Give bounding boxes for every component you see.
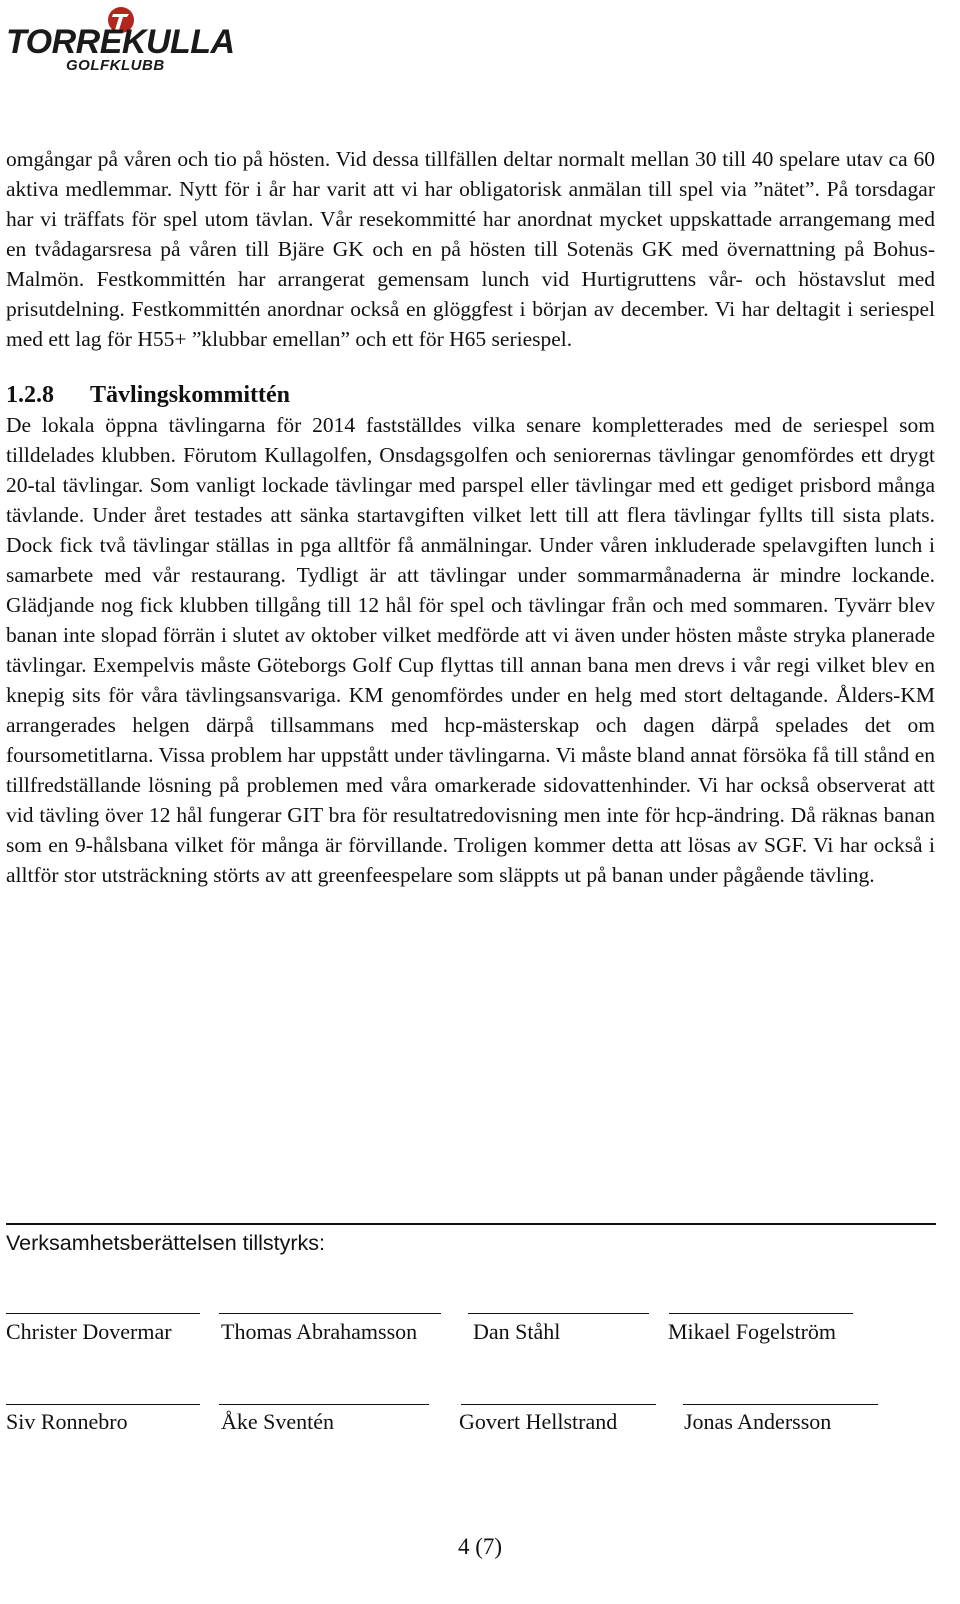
logo-subtitle: GOLFKLUBB xyxy=(66,57,165,74)
page-number: 4 (7) xyxy=(457,1534,503,1559)
endorsement-label: Verksamhetsberättelsen tillstyrks: xyxy=(6,1231,326,1255)
section-number: 1.2.8 xyxy=(6,382,54,408)
signatory-name: Jonas Andersson xyxy=(684,1409,832,1434)
section-title: Tävlingskommittén xyxy=(90,382,291,408)
signatory-name: Åke Sventén xyxy=(221,1409,335,1434)
signatory-name: Christer Dovermar xyxy=(6,1319,172,1344)
signatory-name: Siv Ronnebro xyxy=(6,1409,128,1434)
signature-line xyxy=(6,1404,200,1405)
signature-line xyxy=(669,1313,853,1314)
signatory-name: Govert Hellstrand xyxy=(459,1409,618,1434)
section-divider xyxy=(6,1223,936,1225)
document-body xyxy=(6,144,935,890)
signatory-name: Mikael Fogelström xyxy=(668,1319,837,1344)
signature-line xyxy=(461,1404,656,1405)
signatory-name: Thomas Abrahamsson xyxy=(221,1319,418,1344)
section-heading xyxy=(6,380,935,410)
signature-line xyxy=(683,1404,878,1405)
signature-line xyxy=(468,1313,649,1314)
signatory-name: Dan Ståhl xyxy=(473,1319,561,1344)
signature-line xyxy=(219,1313,441,1314)
paragraph-activities: omgångar på våren och tio på hösten. Vid dessa tillfällen deltar normalt mellan 30 till 40 spelare utav ca 60 aktiva medlemmar. Nytt för i år har varit att vi har obligatorisk anmälan till spel via ”nätet”. På torsdagar har vi träffats för spel utom tävlan. Vår resekommitté har anordnat mycket uppskattade arrangemang med en tvådagarsresa på våren till Bjäre GK och en på hösten till Sotenäs GK med övernattning på Bohus-Malmön. Festkommittén har arrangerat gemensam lunch vid Hurtigruttens vår- och höstavslut med prisutdelning. Festkommittén anordnar också en glöggfest i början av december. Vi har deltagit i seriespel med ett lag för H55+ ”klubbar emellan” och ett för H65 seriespel. xyxy=(6,147,935,351)
signature-line xyxy=(219,1404,429,1405)
logo-name: TORREKULLA xyxy=(6,23,235,61)
club-logo xyxy=(2,4,238,74)
signature-line xyxy=(6,1313,200,1314)
paragraph-competitions: De lokala öppna tävlingarna för 2014 fastställdes vilka senare kompletterades med de seriespel som tilldelades klubben. Förutom Kullagolfen, Onsdagsgolfen och seniorernas tävlingar genomfördes ett drygt 20-tal tävlingar. Som vanligt lockade tävlingar med parspel eller tävlingar med ett gediget prisbord många tävlande. Under året testades att sänka startavgiften vilket lett till att flera tävlingar fyllts till sista plats. Dock fick två tävlingar ställas in pga alltför få anmälningar. Under våren inkluderade spelavgiften lunch i samarbete med vår restaurang. Tydligt är att tävlingar under sommarmånaderna är mindre lockande. Glädjande nog fick klubben tillgång till 12 hål för spel och tävlingar från och med sommaren. Tyvärr blev banan inte slopad förrän i slutet av oktober vilket medförde att vi även under hösten måste stryka planerade tävlingar. Exempelvis måste Göteborgs Golf Cup flyttas till annan bana men drevs i vår regi vilket blev en knepig sits för våra tävlingsansvariga. KM genomfördes under en helg med stort deltagande. Ålders-KM arrangerades helgen därpå tillsammans med hcp-mästerskap och dagen därpå spelades det om foursometitlarna. Vissa problem har uppstått under tävlingarna. Vi måste bland annat försöka få till stånd en tillfredställande lösning på problemen med våra omarkerade sidovattenhinder. Vi har också observerat att vid tävling över 12 hål fungerar GIT bra för resultatredovisning men inte för hcp-ändring. Då räknas banan som en 9-hålsbana vilket för många är förvillande. Troligen kommer detta att lösas av SGF. Vi har också i alltför stor utsträckning störts av att greenfeespelare som släppts ut på banan under pågående tävling. xyxy=(6,413,935,887)
